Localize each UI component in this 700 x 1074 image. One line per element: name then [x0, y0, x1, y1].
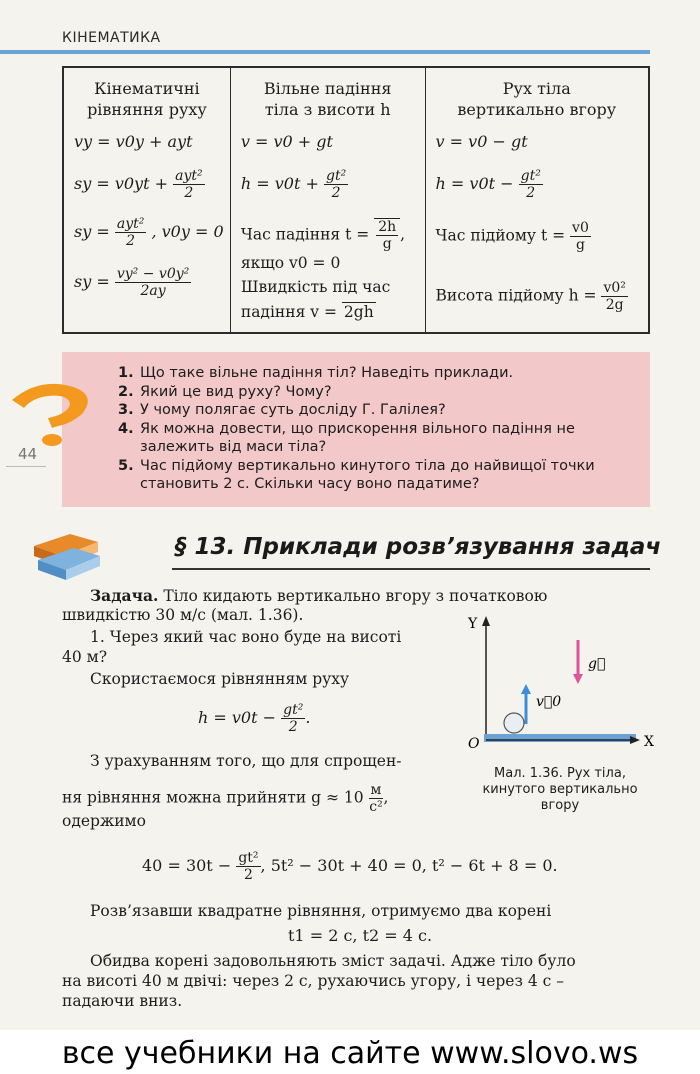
axis-y-label: Y — [468, 616, 478, 632]
text-line: Обидва корені задовольняють зміст задачі. Адже тіло було — [90, 952, 576, 970]
table-column-vertical-up — [426, 68, 648, 332]
ground-bar — [484, 734, 636, 742]
list-item: 3. У чому полягає суть досліду Г. Галілея? — [118, 402, 446, 418]
motion-equation: h = v0t − $\frac{\text{gt²}}{2}$ . — [198, 702, 311, 735]
table-column-free-fall — [231, 68, 426, 332]
kinematics-table — [62, 66, 650, 334]
equation: sy = v0yt + $\frac{\text{ayt²}}{2}$ — [74, 168, 203, 201]
equation: h = v0t − $\frac{\text{gt²}}{2}$ — [435, 168, 541, 201]
section-title: § 13. Приклади розв’язування задач — [175, 534, 662, 560]
g-vector-label: g⃗ — [588, 656, 606, 672]
running-head: КІНЕМАТИКА — [62, 30, 161, 46]
header-rule — [0, 50, 650, 54]
equation: vy = v0y + ayt — [74, 132, 193, 151]
condition: якщо v0 = 0 — [240, 254, 341, 272]
axis-x-label: X — [644, 734, 654, 750]
roots: t1 = 2 с, t2 = 4 с. — [288, 926, 433, 945]
task-line: Задача. Тіло кидають вертикально вгору з початковою — [90, 586, 548, 605]
figure-1-36 — [462, 612, 662, 762]
question-line: 40 м? — [62, 648, 108, 666]
rise-time: Час підйому t = $\frac{v0}{g}$ — [435, 220, 589, 253]
column-header: Кінематичні рівняння руху — [87, 79, 207, 119]
text-line: на висоті 40 м двічі: через 2 с, рухаючись угору, і через 4 с – — [62, 972, 565, 990]
numeric-equation: 40 = 30t − $\frac{\text{gt²}}{2}$ , 5t² − 30t + 40 = 0, t² − 6t + 8 = 0. — [142, 850, 558, 883]
books-icon — [30, 528, 102, 582]
equation: sy = $\frac{\text{ayt²}}{2}$ , v0y = 0 — [74, 216, 224, 249]
text-line: ня рівняння можна прийняти g ≈ 10 $\frac{м}{\text{с²}}$ , — [62, 782, 389, 815]
ball — [504, 713, 524, 733]
questions-list — [118, 364, 648, 494]
question-mark-icon — [8, 378, 108, 448]
origin-label: O — [468, 736, 480, 752]
text-line: Розв’язавши квадратне рівняння, отримуємо два корені — [90, 902, 552, 920]
text-line: падаючи вниз. — [62, 992, 183, 1010]
speed-formula: падіння v = 2gh — [240, 303, 374, 321]
column-header: Вільне падіння тіла з висоти h — [263, 79, 392, 119]
speed-label: Швидкість під час — [240, 278, 391, 296]
figure-caption: Мал. 1.36. Рух тіла, кинутого вертикально вгору — [482, 766, 638, 813]
v0-vector-label: v⃗0 — [536, 694, 562, 710]
equation: h = v0t + $\frac{\text{gt²}}{2}$ — [240, 168, 347, 201]
list-item: 2. Який це вид руху? Чому? — [118, 383, 332, 400]
text-line: одержимо — [62, 812, 146, 830]
equation: v = v0 − gt — [435, 132, 528, 151]
column-header: Рух тіла вертикально вгору — [457, 79, 617, 119]
fall-time: Час падіння t = $\frac{2h}{g}$ , — [240, 219, 406, 252]
equation: sy = $\frac{\text{vy² − v0y²}}{2ay}$ — [74, 266, 190, 299]
text-line: Скористаємося рівнянням руху — [90, 670, 350, 688]
text-line: З урахуванням того, що для спрощен- — [90, 752, 402, 770]
page-number-rule — [6, 466, 46, 467]
question-line: 1. Через який час воно буде на висоті — [90, 628, 402, 646]
task-line: швидкістю 30 м/с (мал. 1.36). — [62, 606, 304, 624]
list-item: 4. Як можна довести, що прискорення вільного падіння не залежить від маси тіла? — [118, 420, 575, 455]
table-column-kinematic-equations — [64, 68, 231, 332]
equation: v = v0 + gt — [240, 132, 333, 151]
footer-banner: все учебники на сайте www.slovo.ws — [61, 1036, 639, 1071]
page-number: 44 — [18, 445, 38, 463]
list-item: 5. Час підйому вертикально кинутого тіла до найвищої точки становить 2 с. Скільки часу воно падатиме? — [118, 457, 595, 492]
section-rule — [172, 568, 650, 570]
rise-height: Висота підйому h = $\frac{\text{v0²}}{2g}$ — [435, 280, 626, 313]
list-item: 1. Що таке вільне падіння тіл? Наведіть приклади. — [118, 365, 514, 381]
